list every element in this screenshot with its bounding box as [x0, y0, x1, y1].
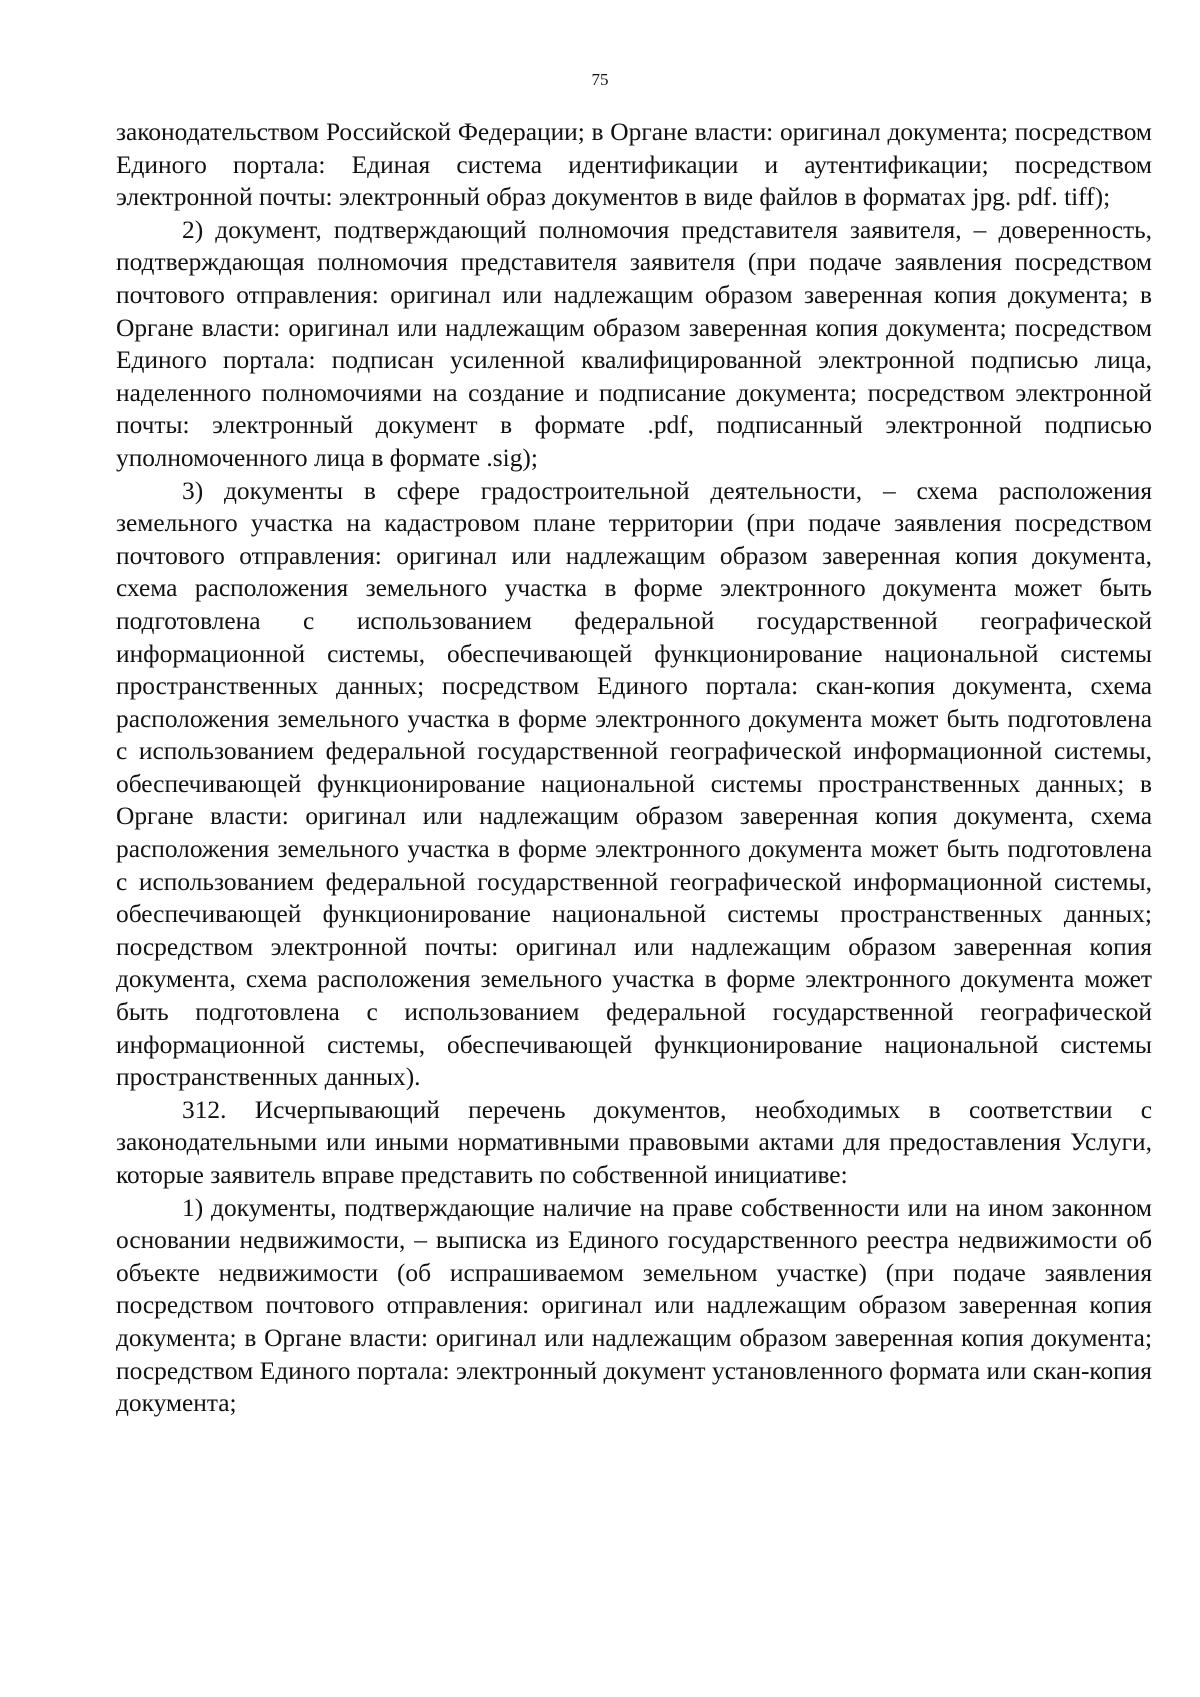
document-body	[116, 116, 1152, 1420]
paragraph-item-2: 2) документ, подтверждающий полномочия представителя заявителя, – доверенность, подтверждающая полномочия представителя заявителя (при подаче заявления посредством почтового отправления: оригинал или надлежащим образом заверенная копия документа; в Органе власти: оригинал или надлежащим образом заверенная копия документа; посредством Единого портала: подписан усиленной квалифицированной электронной подписью лица, наделенного полномочиями на создание и подписание документа; посредством электронной почты: электронный документ в формате .pdf, подписанный электронной подписью уполномоченного лица в формате .sig);	[116, 215, 1152, 472]
paragraph-item-1: 1) документы, подтверждающие наличие на праве собственности или на ином законном основании недвижимости, – выписка из Единого государственного реестра недвижимости об объекте недвижимости (об испрашиваемом земельном участке) (при подаче заявления посредством почтового отправления: оригинал или надлежащим образом заверенная копия документа; в Органе власти: оригинал или надлежащим образом заверенная копия документа; посредством Единого портала: электронный документ установленного формата или скан-копия документа;	[116, 1193, 1152, 1418]
paragraph-item-3: 3) документы в сфере градостроительной деятельности, – схема расположения земельного участка на кадастровом плане территории (при подаче заявления посредством почтового отправления: оригинал или надлежащим образом заверенная копия документа, схема расположения земельного участка в форме электронного документа может быть подготовлена с использованием федеральной государственной географической информационной системы, обеспечивающей функционирование национальной системы пространственных данных; посредством Единого портала: скан-копия документа, схема расположения земельного участка в форме электронного документа может быть подготовлена с использованием федеральной государственной географической информационной системы, обеспечивающей функционирование национальной системы пространственных данных; в Органе власти: оригинал или надлежащим образом заверенная копия документа, схема расположения земельного участка в форме электронного документа может быть подготовлена с использованием федеральной государственной географической информационной системы, обеспечивающей функционирование национальной системы пространственных данных; посредством электронной почты: оригинал или надлежащим образом заверенная копия документа, схема расположения земельного участка в форме электронного документа может быть подготовлена с использованием федеральной государственной географической информационной системы, обеспечивающей функционирование национальной системы пространственных данных).	[116, 476, 1152, 1092]
paragraph-continuation: законодательством Российской Федерации; в Органе власти: оригинал документа; посредством Единого портала: Единая система идентификации и аутентификации; посредством электронной почты: электронный образ документов в виде файлов в форматах jpg. pdf. tiff);	[116, 118, 1152, 212]
page-number: 75	[591, 70, 609, 89]
paragraph-section-312: 312. Исчерпывающий перечень документов, необходимых в соответствии с законодательными или иными нормативными правовыми актами для предоставления Услуги, которые заявитель вправе представить по собственной инициативе:	[116, 1095, 1152, 1189]
